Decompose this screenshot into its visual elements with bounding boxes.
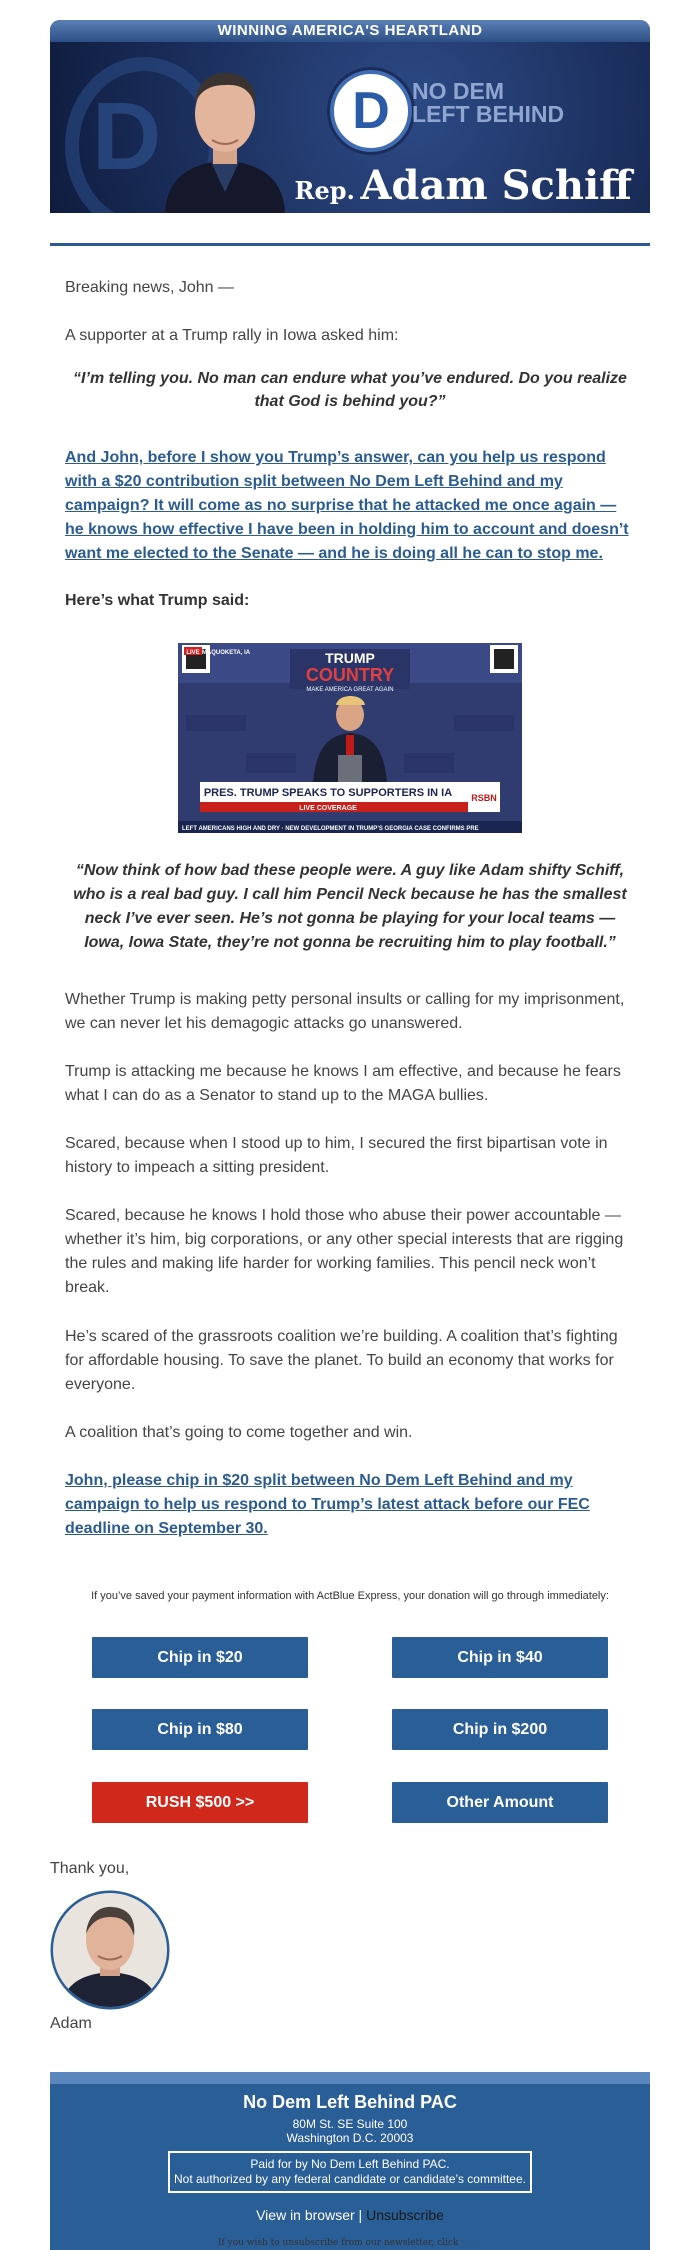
view-in-browser-link[interactable]: View in browser: [256, 2207, 355, 2223]
thank-you-text: Thank you,: [50, 1860, 130, 1877]
intro-paragraph: A supporter at a Trump rally in Iowa asked him:: [65, 327, 399, 344]
rally-scene: [178, 643, 522, 833]
rep-prefix: Rep.: [294, 176, 355, 205]
rep-full-name: Adam Schiff: [360, 162, 632, 209]
logo-line-2: LEFT BEHIND: [412, 101, 565, 127]
unsubscribe-link[interactable]: Unsubscribe: [366, 2207, 444, 2223]
paid-for-disclaimer: [168, 2151, 532, 2193]
location-label: MAQUOKETA, IA: [201, 650, 251, 656]
news-headline: PRES. TRUMP SPEAKS TO SUPPORTERS IN IA: [203, 787, 453, 799]
header-divider: [50, 243, 650, 246]
supporter-quote: “I’m telling you. No man can endure what you’ve endured. Do you realize that God is behind you?”: [73, 370, 627, 410]
other-amount-button[interactable]: Other Amount: [392, 1782, 608, 1823]
logo-line-1: NO DEM: [412, 78, 504, 104]
network-logo: RSBN: [471, 793, 497, 803]
nodem-logo: [330, 70, 412, 152]
body-paragraph-4: Scared, because he knows I hold those who abuse their power accountable — whether it’s him, big corporations, or any other special interests that are rigging the rules and making life harder for working families. This pencil neck won’t break.: [65, 1207, 624, 1296]
paid-for-line-1: Paid for by No Dem Left Behind PAC.: [250, 2157, 450, 2171]
footer-links: [50, 2207, 650, 2223]
greeting: Breaking news, John —: [65, 279, 234, 296]
news-ticker: LEFT AMERICANS HIGH AND DRY · NEW DEVELOPMENT IN TRUMP’S GEORGIA CASE CONFIRMS PRE: [182, 826, 479, 832]
footer: [50, 2072, 650, 2250]
paid-for-line-2: Not authorized by any federal candidate or candidate’s committee.: [174, 2172, 526, 2186]
footer-org-name: No Dem Left Behind PAC: [243, 2092, 457, 2112]
rep-name: [295, 162, 632, 209]
body-paragraph-6: A coalition that’s going to come together and win.: [65, 1424, 413, 1441]
unsubscribe-note-text: If you wish to unsubscribe from our newsletter, click: [217, 2238, 459, 2248]
sign-top-text: TRUMP: [325, 650, 375, 666]
heres-what-heading: Here’s what Trump said:: [65, 592, 250, 609]
logo-d-icon: D: [352, 82, 390, 140]
trump-quote: “Now think of how bad these people were. A guy like Adam shifty Schiff, who is a real bad guy. I call him Pencil Neck because he has the smallest neck I’ve ever seen. He’s not gonna be playing for your local teams — Iowa, Iowa State, they’re not gonna be recruiting him to play football.”: [73, 862, 627, 951]
banner-body: [50, 42, 650, 213]
chip-in-200-button[interactable]: Chip in $200: [392, 1709, 608, 1750]
actblue-note: If you’ve saved your payment information with ActBlue Express, your donation will go through immediately:: [91, 1590, 609, 1602]
footer-accent-bar: [50, 2072, 650, 2084]
footer-address: [50, 2117, 650, 2145]
banner-tagline: WINNING AMERICA'S HEARTLAND: [50, 20, 650, 42]
chip-in-80-button[interactable]: Chip in $80: [92, 1709, 308, 1750]
sign-sub-text: MAKE AMERICA GREAT AGAIN: [306, 687, 394, 693]
unsubscribe-here-link[interactable]: here: [461, 2238, 483, 2248]
body-paragraph-1: Whether Trump is making petty personal insults or calling for my imprisonment, we can never let his demagogic attacks go unanswered.: [65, 991, 625, 1032]
footer-address-line-1: 80M St. SE Suite 100: [292, 2117, 408, 2131]
unsubscribe-note: [0, 2238, 700, 2248]
candidate-photo: [155, 52, 295, 213]
rush-500-button[interactable]: RUSH $500 >>: [92, 1782, 308, 1823]
header-banner: [50, 20, 650, 213]
footer-link-separator: |: [358, 2207, 363, 2223]
background-logo-letter: D: [92, 83, 162, 190]
footer-address-line-2: Washington D.C. 20003: [286, 2131, 414, 2145]
donate-link-1[interactable]: And John, before I show you Trump’s answer, can you help us respond with a $20 contribution split between No Dem Left Behind and my campaign? It will come as no surprise that he attacked me once again — he knows how effective I have been in holding him to account and doesn’t want me elected to the Senate — and he is doing all he can to stop me.: [65, 449, 629, 562]
body-paragraph-5: He’s scared of the grassroots coalition we’re building. A coalition that’s fighting for affordable housing. To save the planet. To build an economy that works for everyone.: [65, 1328, 618, 1393]
body-paragraph-3: Scared, because when I stood up to him, I secured the first bipartisan vote in history to impeach a sitting president.: [65, 1135, 608, 1176]
body-paragraph-2: Trump is attacking me because he knows I am effective, and because he fears what I can do as a Senator to stand up to the MAGA bullies.: [65, 1063, 621, 1104]
logo-text: [412, 80, 564, 126]
chip-in-40-button[interactable]: Chip in $40: [392, 1637, 608, 1678]
signoff-avatar: [50, 1890, 170, 2010]
live-badge: LIVE: [186, 650, 200, 656]
live-coverage-label: LIVE COVERAGE: [299, 805, 357, 812]
donate-link-2[interactable]: John, please chip in $20 split between No Dem Left Behind and my campaign to help us respond to Trump’s latest attack before our FEC deadline on September 30.: [65, 1472, 590, 1537]
rally-photo[interactable]: [178, 643, 522, 833]
signature-name: Adam: [50, 2015, 92, 2032]
sign-main-text: COUNTRY: [305, 665, 395, 685]
chip-in-20-button[interactable]: Chip in $20: [92, 1637, 308, 1678]
